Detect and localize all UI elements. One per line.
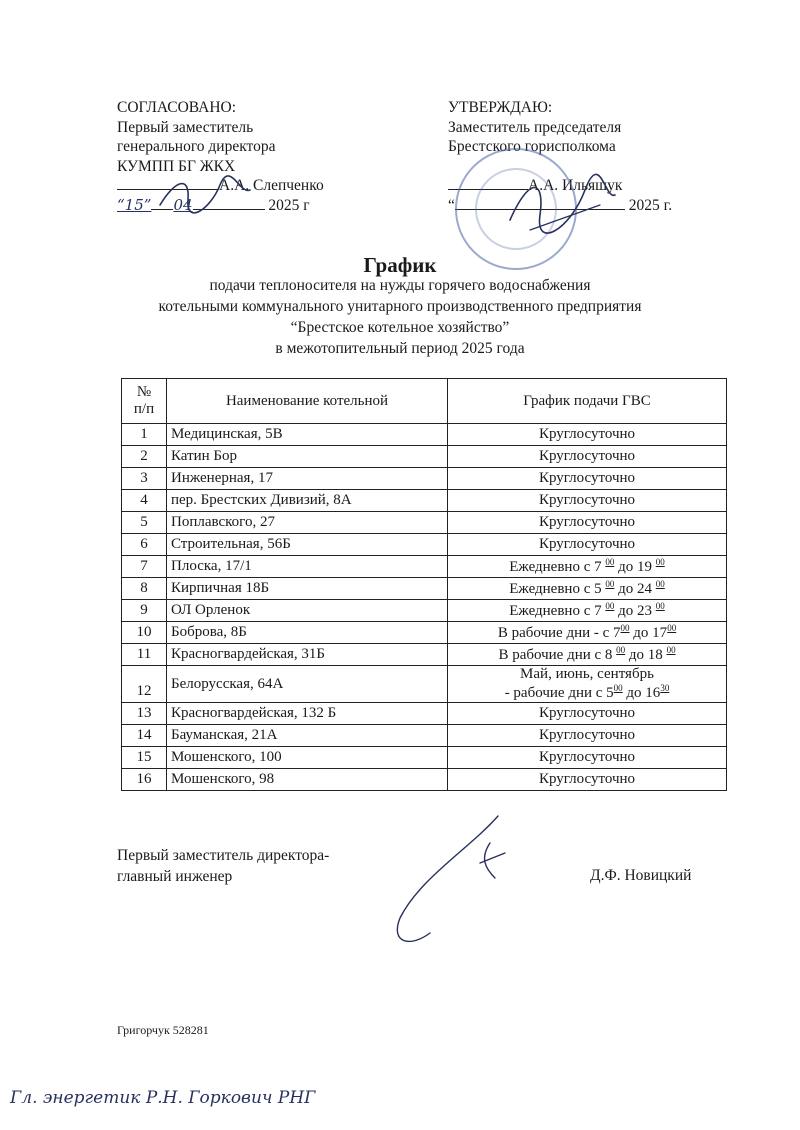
row-number: 14 [122,725,167,747]
schedule-to-minutes: 00 [655,557,665,567]
schedule-from-minutes: 00 [605,557,615,567]
subtitle-line4: в межотопительный период 2025 года [275,340,525,357]
schedule-from-minutes: 00 [620,623,630,633]
footer-position-line1: Первый заместитель директора- [117,847,330,864]
schedule-to-minutes: 00 [666,645,676,655]
row-schedule-hours [452,557,722,576]
table-header-row [122,379,727,424]
row-boiler-name: Катин Бор [167,446,448,468]
schedule-from-minutes: 00 [605,601,615,611]
table-row [122,512,727,534]
table-row [122,556,727,578]
schedule-to-text: до 16 [622,685,661,701]
row-schedule: Круглосуточно [448,446,727,468]
executor-note: Григорчук 528281 [117,1023,209,1037]
row-number: 13 [122,703,167,725]
row-schedule [448,600,727,622]
row-number: 9 [122,600,167,622]
row-number: 4 [122,490,167,512]
schedule-from-text: Ежедневно с 7 [509,603,606,619]
footer-position [117,845,329,887]
table-row [122,424,727,446]
row-boiler-name: Поплавского, 27 [167,512,448,534]
row-boiler-name: Белорусская, 64А [167,666,448,703]
table-row [122,490,727,512]
row-boiler-name: Красногвардейская, 132 Б [167,703,448,725]
row-boiler-name: Бауманская, 21А [167,725,448,747]
table-row [122,578,727,600]
footer-position-line2: главный инженер [117,868,233,885]
approval-left-line1: Первый заместитель [117,118,254,136]
row-number: 1 [122,424,167,446]
row-schedule-hours [452,683,722,702]
table-row [122,725,727,747]
table-row [122,622,727,644]
row-schedule-hours [452,623,722,642]
row-schedule: Круглосуточно [448,512,727,534]
row-schedule-hours [452,579,722,598]
approval-right-date-day: “ [448,196,455,214]
table-row [122,747,727,769]
row-schedule: Круглосуточно [448,424,727,446]
approval-left-date-day: “15” [117,195,152,214]
schedule-to-minutes: 00 [667,623,677,633]
header-number-symbol: № [136,384,152,400]
row-schedule-hours [452,645,722,664]
schedule-from-minutes: 00 [616,645,626,655]
approval-left-line2: генерального директора [117,138,276,155]
schedule-from-text: В рабочие дни - с 7 [497,625,621,641]
approval-right-signature [500,170,623,240]
row-boiler-name: Кирпичная 18Б [167,578,448,600]
approval-left-line3: КУМПП БГ ЖКХ [117,157,236,175]
schedule-from-text: Ежедневно с 7 [509,559,606,575]
schedule-to-text: до 18 [625,647,667,663]
row-schedule: Круглосуточно [448,747,727,769]
header-boiler-name: Наименование котельной [167,379,448,424]
table-body [122,424,727,791]
approval-left-date-month: 04 [173,195,193,214]
schedule-to-text: до 17 [629,625,668,641]
row-schedule: Круглосуточно [448,490,727,512]
row-schedule-line1: Май, июнь, сентябрь [520,666,654,682]
row-number: 2 [122,446,167,468]
row-number: 10 [122,622,167,644]
row-number: 6 [122,534,167,556]
schedule-from-minutes: 00 [613,683,623,693]
table-row [122,600,727,622]
row-number: 11 [122,644,167,666]
schedule-to-minutes: 00 [655,579,665,589]
schedule-table [121,378,727,791]
schedule-to-text: до 19 [614,559,656,575]
row-number: 8 [122,578,167,600]
row-schedule [448,578,727,600]
schedule-from-text: - рабочие дни с 5 [504,685,614,701]
schedule-to-minutes: 30 [660,683,670,693]
header-number-abbr: п/п [133,401,155,417]
row-boiler-name: Плоска, 17/1 [167,556,448,578]
row-boiler-name: Красногвардейская, 31Б [167,644,448,666]
row-schedule [448,556,727,578]
row-boiler-name: Мошенского, 100 [167,747,448,769]
document-title: График [363,253,437,277]
schedule-to-minutes: 00 [655,601,665,611]
row-boiler-name: Мошенского, 98 [167,769,448,791]
row-schedule: Круглосуточно [448,769,727,791]
row-boiler-name: ОЛ Орленок [167,600,448,622]
approval-left-heading: СОГЛАСОВАНО: [117,99,237,116]
row-schedule: Круглосуточно [448,703,727,725]
row-schedule [448,644,727,666]
subtitle-line2: котельными коммунального унитарного производственного предприятия [158,298,642,315]
row-boiler-name: Строительная, 56Б [167,534,448,556]
row-schedule [448,666,727,703]
table-row [122,644,727,666]
table-row [122,446,727,468]
row-number: 15 [122,747,167,769]
footer-signature [380,808,530,958]
row-schedule: Круглосуточно [448,534,727,556]
row-number: 16 [122,769,167,791]
header-number [122,379,167,424]
approval-left-signer: А.А. Слепченко [219,177,324,194]
approval-right-line1: Заместитель председателя [448,118,622,136]
approval-right-heading: УТВЕРЖДАЮ: [448,99,553,116]
footer-signer: Д.Ф. Новицкий [590,867,692,884]
document-subtitle [0,275,800,359]
table-row [122,534,727,556]
row-number: 12 [122,666,167,703]
row-boiler-name: Медицинская, 5В [167,424,448,446]
row-schedule [448,622,727,644]
schedule-from-text: В рабочие дни с 8 [498,647,617,663]
handwritten-note: Гл. энергетик Р.Н. Горкович РНГ [10,1088,316,1108]
row-boiler-name: пер. Брестских Дивизий, 8А [167,490,448,512]
approval-left-year: 2025 г [268,196,310,214]
schedule-to-text: до 24 [614,581,656,597]
schedule-from-minutes: 00 [605,579,615,589]
table-row [122,703,727,725]
row-number: 3 [122,468,167,490]
schedule-to-text: до 23 [614,603,656,619]
approval-left-signature [150,170,260,218]
table-row [122,769,727,791]
table-row [122,468,727,490]
row-boiler-name: Инженерная, 17 [167,468,448,490]
approval-right-line2: Брестского горисполкома [448,138,616,155]
row-number: 5 [122,512,167,534]
approval-right-signer: А.А. Ильяшук [528,177,623,194]
approval-right-year: 2025 г. [628,196,673,214]
row-schedule-hours [452,601,722,620]
schedule-from-text: Ежедневно с 5 [509,581,606,597]
row-boiler-name: Боброва, 8Б [167,622,448,644]
subtitle-line3: “Брестское котельное хозяйство” [290,319,510,336]
row-number: 7 [122,556,167,578]
row-schedule: Круглосуточно [448,725,727,747]
row-schedule: Круглосуточно [448,468,727,490]
subtitle-line1: подачи теплоносителя на нужды горячего водоснабжения [209,277,591,294]
table-row [122,666,727,703]
header-schedule: График подачи ГВС [448,379,727,424]
